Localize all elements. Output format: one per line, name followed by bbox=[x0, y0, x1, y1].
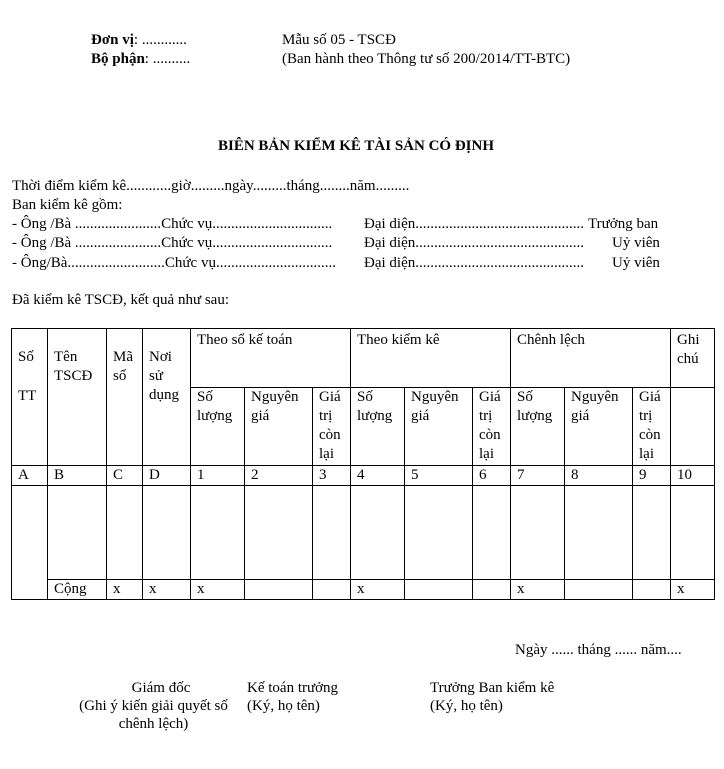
bo-phan-value: : .......... bbox=[144, 51, 191, 67]
header-ghi-chu-text: Ghi chú bbox=[677, 332, 700, 367]
member-name: - Ông/Bà.......................... bbox=[12, 255, 165, 271]
empty-cell bbox=[511, 486, 565, 580]
empty-cell bbox=[671, 486, 715, 580]
empty-cell bbox=[565, 486, 633, 580]
group-theo-kiem-ke: Theo kiểm kê bbox=[351, 329, 511, 388]
total-cell bbox=[245, 580, 313, 600]
sub-nguyen-gia bbox=[565, 388, 633, 466]
asset-inventory-table bbox=[11, 328, 715, 600]
sub-nguyen-gia-text: Nguyên giá bbox=[571, 389, 619, 424]
sub-gia-tri bbox=[633, 388, 671, 466]
code-cell bbox=[671, 466, 715, 486]
sub-gia-tri-text: Giá trị còn lại bbox=[639, 389, 661, 462]
sub-so-luong bbox=[191, 388, 245, 466]
header-ma-so bbox=[107, 329, 143, 466]
header-row-1 bbox=[12, 329, 715, 388]
code-cell: 6 bbox=[473, 466, 511, 486]
sub-so-luong-text: Số lượng bbox=[357, 389, 393, 424]
member-row bbox=[12, 254, 336, 272]
member-name: - Ông /Bà ....................... bbox=[12, 235, 162, 251]
code-cell: D bbox=[143, 466, 191, 486]
code-cell: 7 bbox=[511, 466, 565, 486]
code-cell: 9 bbox=[633, 466, 671, 486]
member-represent: Đại diện............................................. bbox=[364, 235, 584, 251]
sub-gia-tri-text: Giá trị còn lại bbox=[479, 389, 501, 462]
total-cell: x bbox=[191, 580, 245, 600]
sign3-title: Trưởng Ban kiểm kê bbox=[430, 680, 555, 696]
header-so: Số bbox=[18, 349, 34, 365]
thoi-diem-kiem-ke: Thời điểm kiểm kê............giờ.........ngày.........tháng........năm......... bbox=[12, 178, 410, 194]
sign2-title: Kế toán trưởng bbox=[247, 680, 339, 696]
empty-cell bbox=[633, 486, 671, 580]
total-cell bbox=[405, 580, 473, 600]
mau-so: Mẫu số 05 - TSCĐ bbox=[282, 32, 396, 48]
sub-so-luong-text: Số lượng bbox=[197, 389, 233, 424]
empty-cell bbox=[245, 486, 313, 580]
member-position: Chức vụ................................ bbox=[161, 235, 333, 251]
bo-phan-label: Bộ phận bbox=[91, 51, 145, 67]
total-cell bbox=[313, 580, 351, 600]
member-position: Chức vụ................................ bbox=[164, 255, 336, 271]
empty-cell bbox=[351, 486, 405, 580]
ket-qua-intro: Đã kiểm kê TSCĐ, kết quả như sau: bbox=[12, 292, 229, 308]
total-row bbox=[12, 580, 715, 600]
sign3-sub: (Ký, họ tên) bbox=[430, 698, 503, 714]
sub-gia-tri-text: Giá trị còn lại bbox=[319, 389, 341, 462]
sub-nguyen-gia bbox=[405, 388, 473, 466]
sub-nguyen-gia-text: Nguyên giá bbox=[411, 389, 459, 424]
total-cell bbox=[473, 580, 511, 600]
member-position: Chức vụ................................ bbox=[161, 216, 333, 232]
code-cell: 1 bbox=[191, 466, 245, 486]
ban-hanh: (Ban hành theo Thông tư số 200/2014/TT-BTC) bbox=[282, 51, 571, 67]
empty-cell bbox=[191, 486, 245, 580]
empty-cell bbox=[107, 486, 143, 580]
signature-ke-toan bbox=[247, 679, 338, 715]
empty-cell bbox=[48, 486, 107, 580]
date-line: Ngày ...... tháng ...... năm.... bbox=[515, 642, 682, 658]
sign1-title: Giám đốc bbox=[131, 680, 191, 696]
sub-so-luong-text: Số lượng bbox=[517, 389, 553, 424]
total-cell bbox=[633, 580, 671, 600]
sub-so-luong bbox=[351, 388, 405, 466]
bo-phan-line bbox=[91, 50, 190, 68]
total-cell: x bbox=[511, 580, 565, 600]
code-cell: C bbox=[107, 466, 143, 486]
ghi-chu-sub-empty bbox=[671, 388, 715, 466]
total-cell: x bbox=[671, 580, 715, 600]
empty-cell bbox=[313, 486, 351, 580]
member-name: - Ông /Bà ....................... bbox=[12, 216, 162, 232]
total-cell: x bbox=[143, 580, 191, 600]
code-cell: 3 bbox=[313, 466, 351, 486]
header-ghi-chu bbox=[671, 329, 715, 388]
member-represent: Đại diện............................................. bbox=[364, 255, 584, 271]
member-role: Trưởng ban bbox=[588, 216, 659, 232]
sub-so-luong bbox=[511, 388, 565, 466]
total-cell bbox=[565, 580, 633, 600]
header-tt: TT bbox=[18, 388, 37, 404]
empty-cell bbox=[473, 486, 511, 580]
code-cell: 5 bbox=[405, 466, 473, 486]
header-noi-text: Nơi sử dụng bbox=[149, 349, 179, 403]
stt-cell-empty bbox=[12, 486, 48, 600]
data-row-empty bbox=[12, 486, 715, 580]
sub-nguyen-gia bbox=[245, 388, 313, 466]
code-cell: B bbox=[48, 466, 107, 486]
total-cell: x bbox=[351, 580, 405, 600]
don-vi-line bbox=[91, 31, 187, 49]
header-ma-so-text: Mã số bbox=[113, 349, 133, 384]
empty-cell bbox=[143, 486, 191, 580]
member-row bbox=[12, 234, 332, 252]
don-vi-label: Đơn vị bbox=[91, 32, 134, 48]
header-noi-su-dung bbox=[143, 329, 191, 466]
code-cell-10: 10 bbox=[677, 467, 693, 483]
header-ten-tscd: Tên TSCĐ bbox=[48, 329, 107, 466]
empty-cell bbox=[405, 486, 473, 580]
don-vi-value: : ............ bbox=[133, 32, 187, 48]
sub-gia-tri bbox=[473, 388, 511, 466]
header-so-tt bbox=[12, 329, 48, 466]
sign1-sub: (Ghi ý kiến giải quyết số chênh lệch) bbox=[79, 698, 228, 732]
code-cell: A bbox=[12, 466, 48, 486]
document-title: BIÊN BẢN KIỂM KÊ TÀI SẢN CÓ ĐỊNH bbox=[217, 138, 495, 154]
member-row bbox=[12, 215, 332, 233]
ban-kiem-ke-gom: Ban kiểm kê gồm: bbox=[12, 197, 123, 213]
sign2-sub: (Ký, họ tên) bbox=[247, 698, 320, 714]
sub-gia-tri bbox=[313, 388, 351, 466]
sub-nguyen-gia-text: Nguyên giá bbox=[251, 389, 299, 424]
signature-truong-ban bbox=[430, 679, 554, 715]
group-theo-so-ke-toan: Theo sổ kế toán bbox=[191, 329, 351, 388]
code-cell: 2 bbox=[245, 466, 313, 486]
total-label: Cộng bbox=[48, 580, 107, 600]
code-row bbox=[12, 466, 715, 486]
total-cell: x bbox=[107, 580, 143, 600]
member-represent: Đại diện............................................. bbox=[364, 216, 584, 232]
code-cell: 8 bbox=[565, 466, 633, 486]
member-role: Uỷ viên bbox=[612, 235, 660, 251]
code-cell: 4 bbox=[351, 466, 405, 486]
member-role: Uỷ viên bbox=[612, 255, 660, 271]
signature-giam-doc bbox=[71, 679, 251, 733]
group-chenh-lech: Chênh lệch bbox=[511, 329, 671, 388]
